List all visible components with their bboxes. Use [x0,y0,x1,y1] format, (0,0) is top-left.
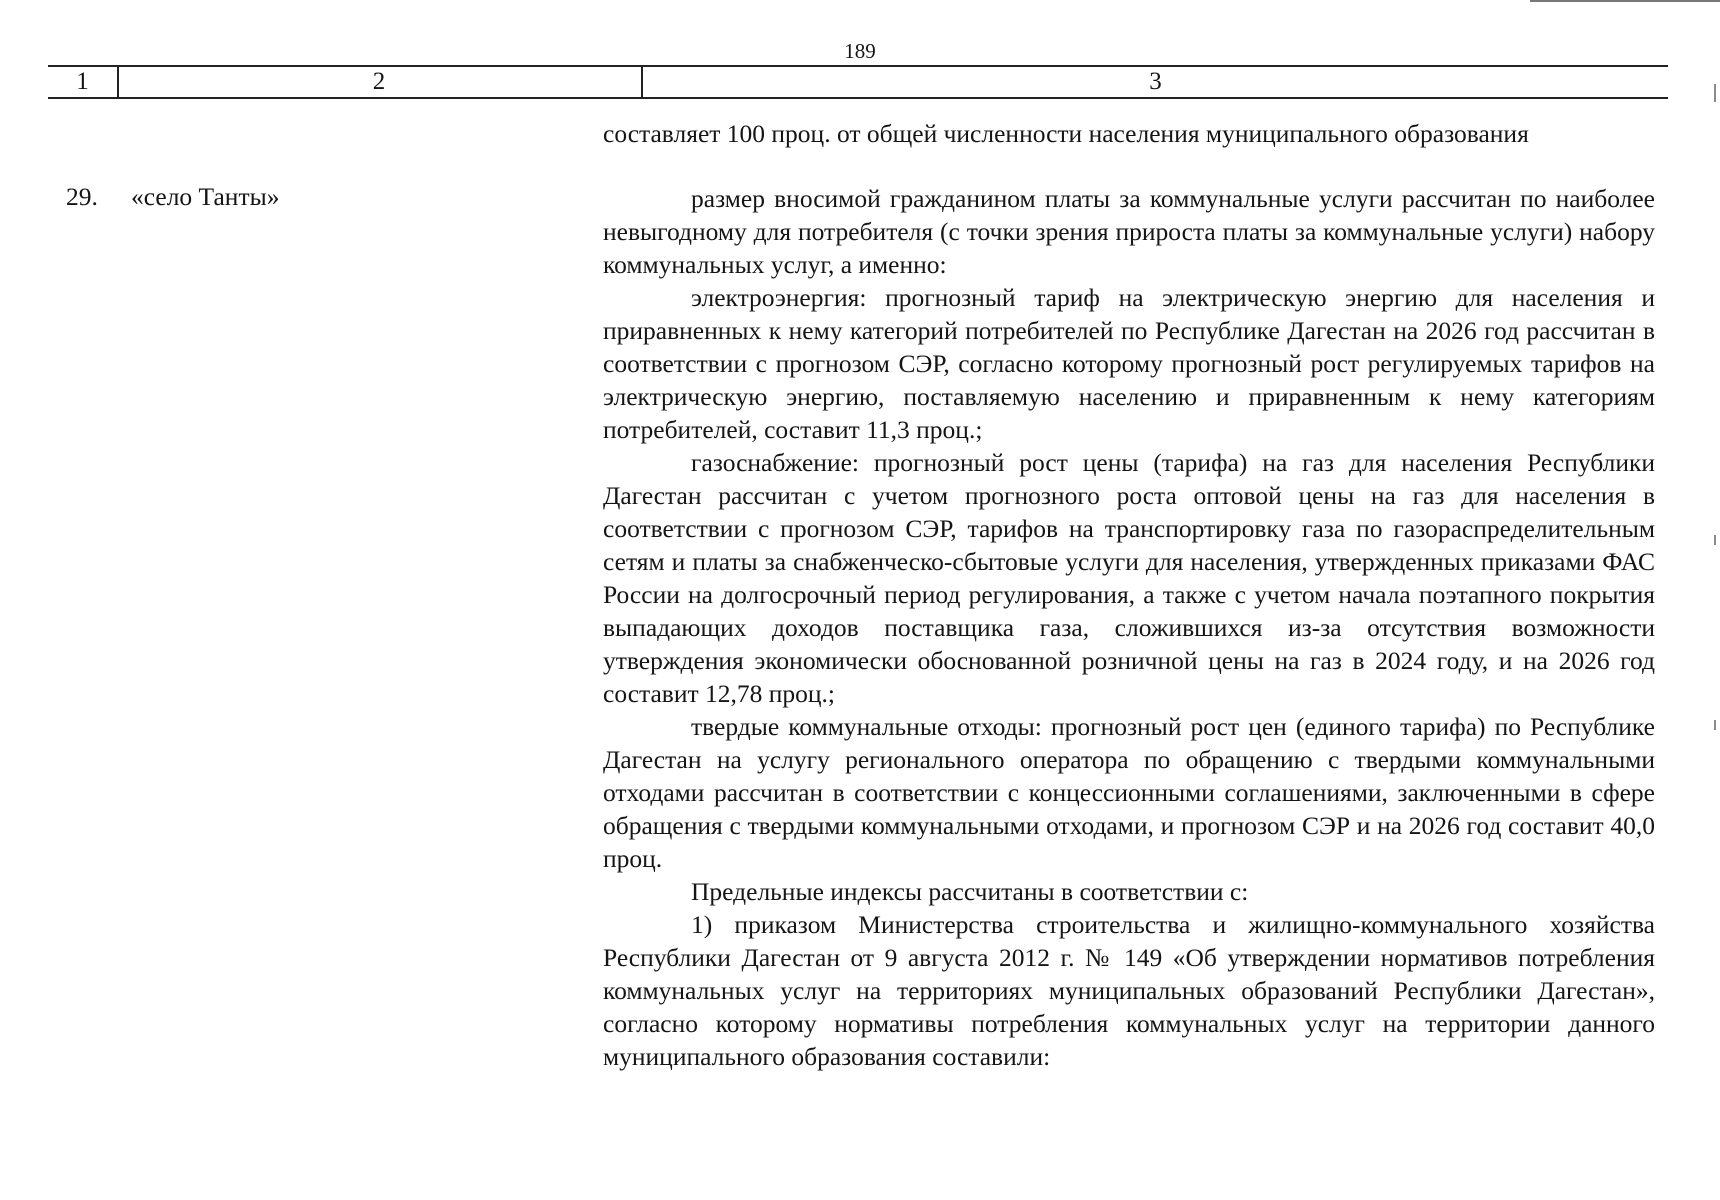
paragraph-electricity: электроэнергия: прогнозный тариф на электрическую энергию для населения и приравненных к нему категорий потребителей по Республике Дагестан на 2026 год рассчитан в соответствии с прогнозом СЭР, согласно которому прогнозный рост регулируемых тарифов на электрическую энергию, поставляемую населению и приравненным к нему категориям потребителей, составит 11,3 проц.; [603,283,1655,444]
scan-mark [1714,84,1716,102]
paragraph-intro: размер вносимой гражданином платы за коммунальные услуги рассчитан по наиболее невыгодному для потребителя (с точки зрения прироста платы за коммунальные услуги) набору коммунальных услуг, а именно: [603,184,1655,279]
paragraph-gas: газоснабжение: прогнозный рост цены (тарифа) на газ для населения Республики Дагестан рассчитан с учетом прогнозного роста оптовой цены на газ для населения в соответствии с прогнозом СЭР, тарифов на транспортировку газа по газораспределительным сетям и платы за снабженческо-сбытовые услуги для населения, утвержденных приказами ФАС России на долгосрочный период регулирования, а также с учетом начала поэтапного покрытия выпадающих доходов поставщика газа, сложившихся из-за отсутствия возможности утверждения экономически обоснованной розничной цены на газ в 2024 году, и на 2026 год составит 12,78 проц.; [603,448,1655,708]
table-header-row [48,65,1668,99]
paragraph-indexes: Предельные индексы рассчитаны в соответствии с: [691,877,1249,906]
column-header-1: 1 [48,67,119,97]
continuation-text: составляет 100 проц. от общей численности населения муниципального образования [603,119,1529,148]
paragraph-waste: твердые коммунальные отходы: прогнозный рост цен (единого тарифа) по Республике Дагестан на услугу регионального оператора по обращению с твердыми коммунальными отходами рассчитан в соответствии с концессионными соглашениями, заключенными в сфере обращения с твердыми коммунальными отходами, и прогнозом СЭР и на 2026 год составит 40,0 проц. [603,712,1655,873]
paragraph-order: 1) приказом Министерства строительства и жилищно-коммунального хозяйства Республики Дагестан от 9 августа 2012 г. № 149 «Об утверждении нормативов потребления коммунальных услуг на территориях муниципальных образований Республики Дагестан», согласно которому нормативы потребления коммунальных услуг на территории данного муниципального образования составили: [603,910,1655,1071]
municipality-name: «село Танты» [131,182,280,211]
scan-mark [1714,535,1716,545]
column-header-2: 2 [117,67,643,97]
page-number: 189 [844,39,876,63]
row-description [603,182,1655,1073]
scan-mark [1714,720,1716,730]
row-number: 29. [66,182,98,211]
column-header-3: 3 [1149,68,1162,95]
scan-edge-line [1530,0,1720,2]
